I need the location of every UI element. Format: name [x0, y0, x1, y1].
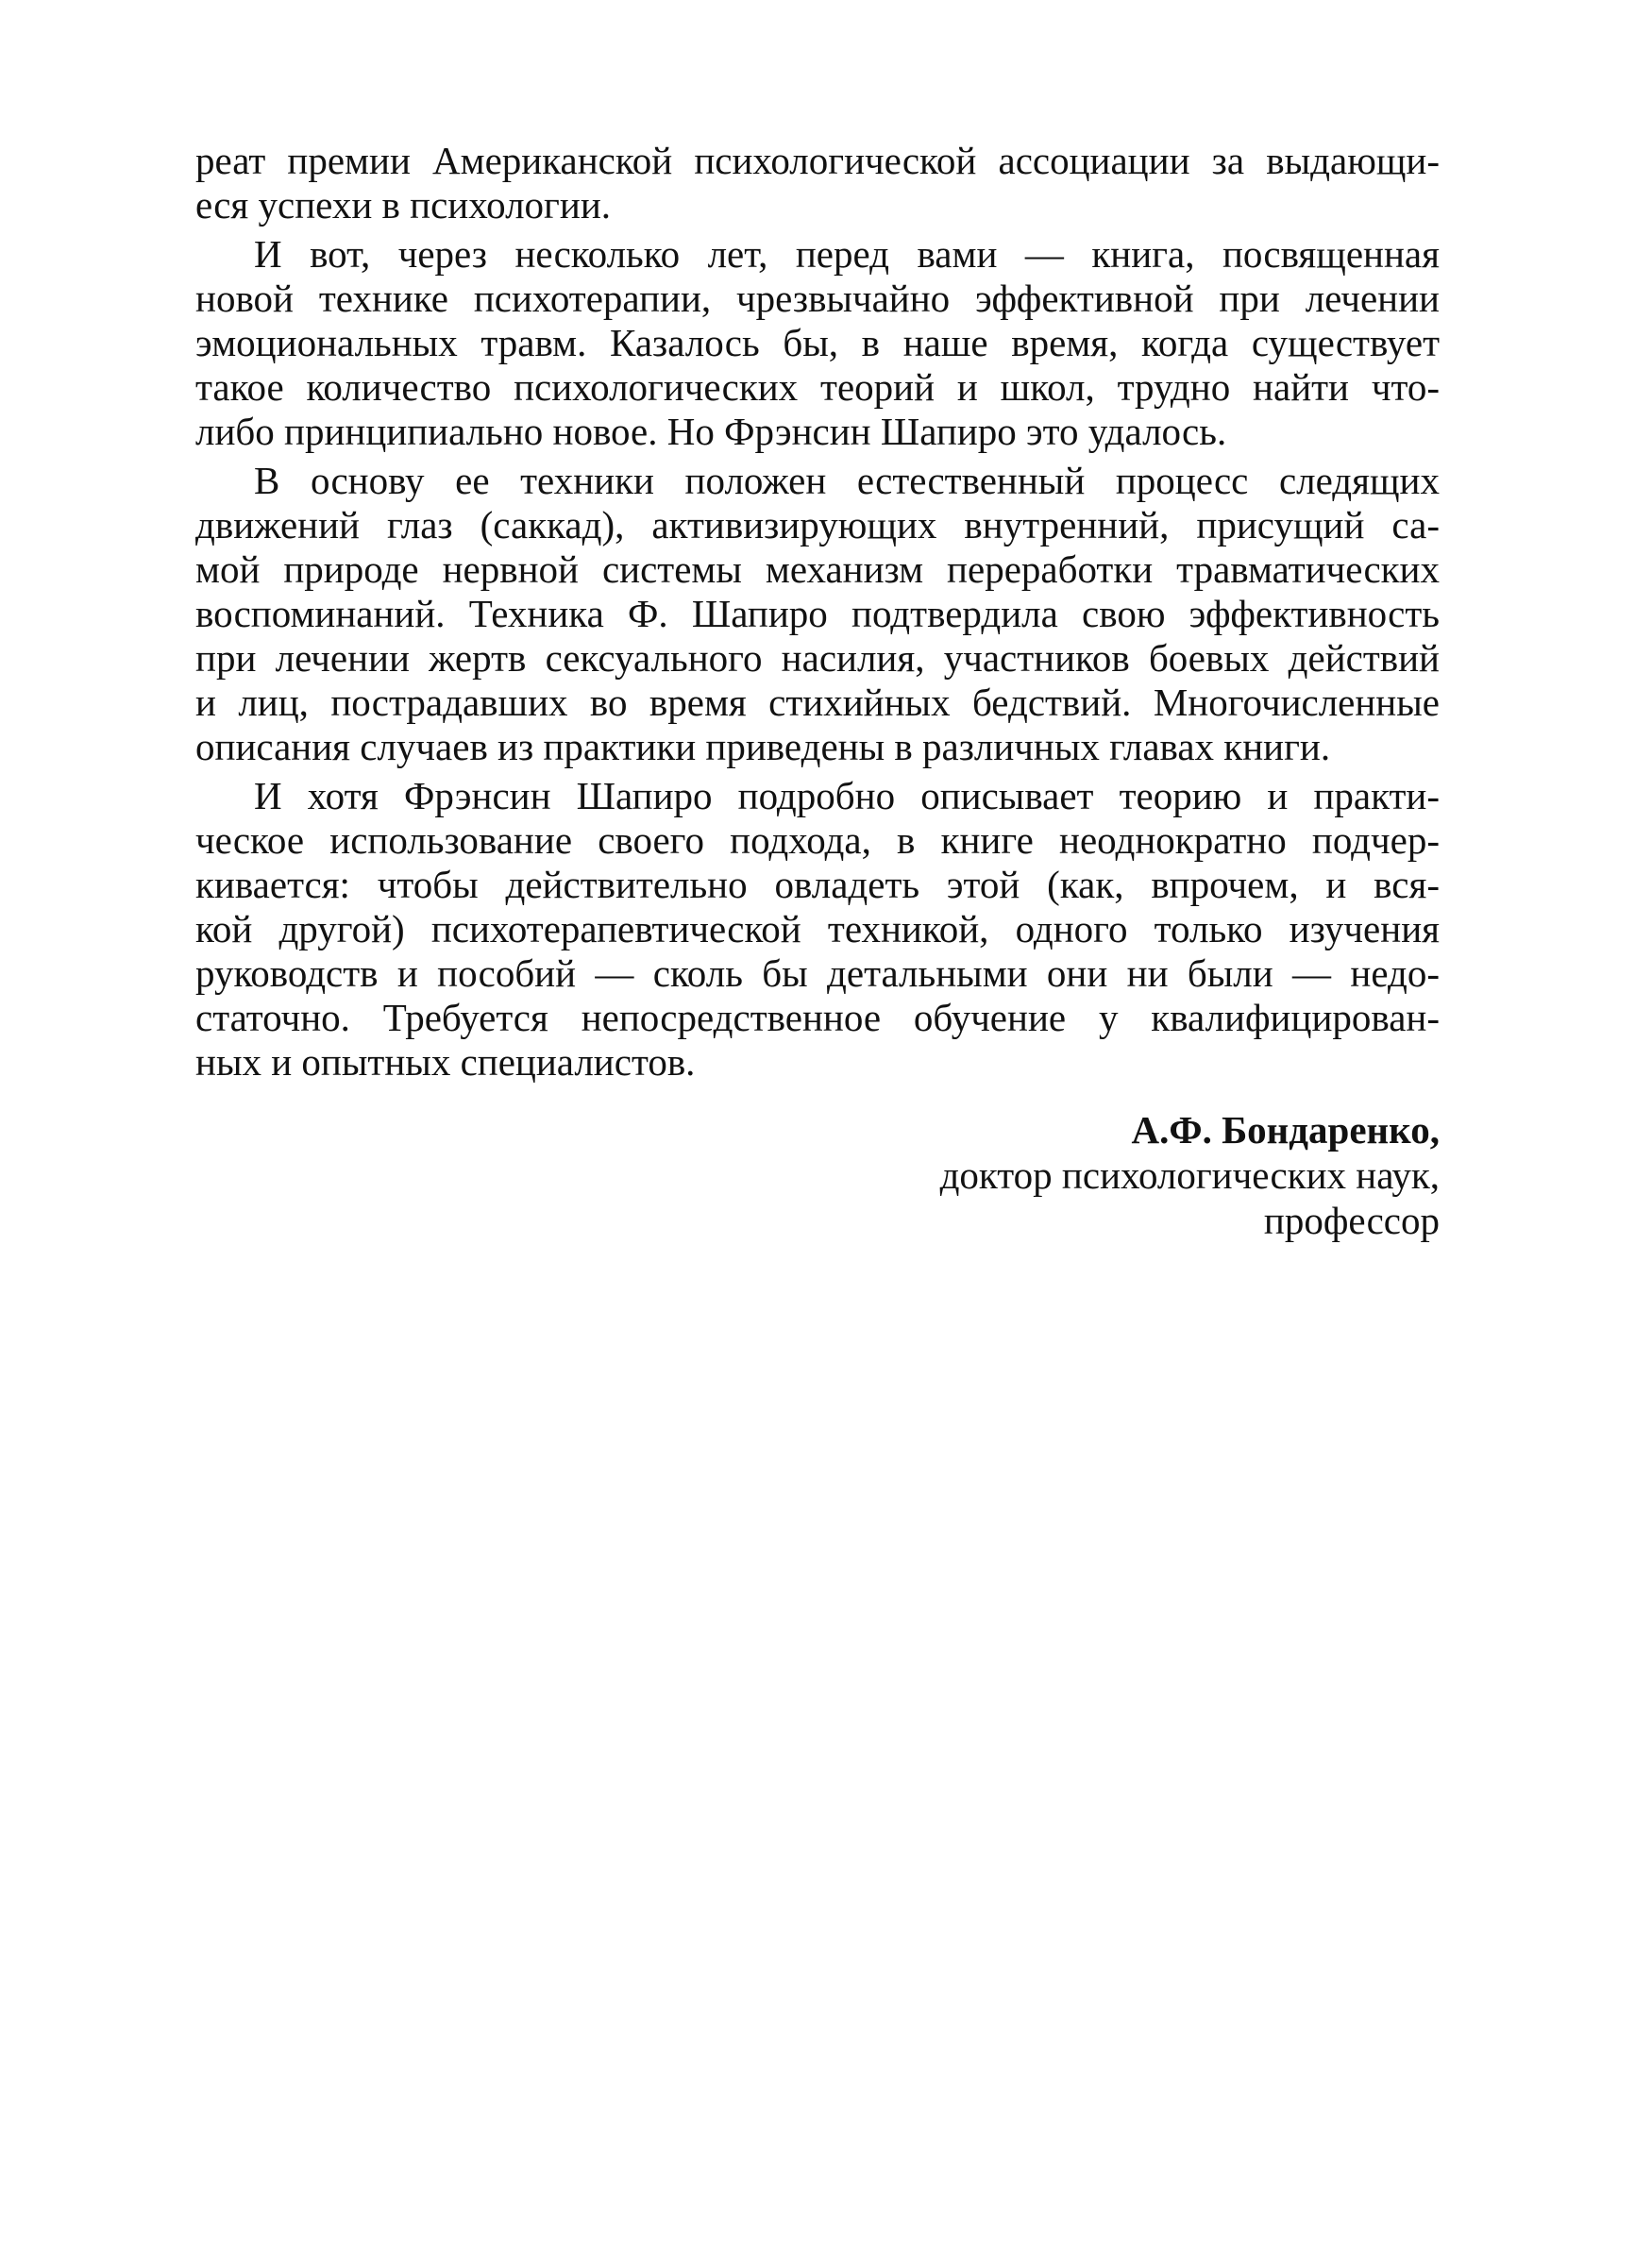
text-line: В основу ее техники положен естественный процесс следящих: [254, 459, 1440, 502]
text-line: И вот, через несколько лет, перед вами — книга, посвященная: [254, 232, 1440, 276]
text-line: описания случаев из практики приведены в различных главах книги.: [195, 725, 1331, 768]
text-line: мой природе нервной системы механизм переработки травматических: [195, 547, 1440, 591]
text-line: новой технике психотерапии, чрезвычайно эффективной при лечении: [195, 277, 1440, 320]
text-line: руководств и пособий — сколь бы детальными они ни были — недо-: [195, 951, 1440, 995]
text-line: кивается: чтобы действительно овладеть этой (как, впрочем, и вся-: [195, 863, 1440, 906]
paragraph: [195, 774, 1440, 1085]
text-line: статочно. Требуется непосредственное обучение у квалифицирован-: [195, 996, 1440, 1039]
signature-block: [940, 1107, 1440, 1243]
text-line: ческое использование своего подхода, в книге неоднократно подчер-: [195, 818, 1440, 862]
text-line: эмоциональных травм. Казалось бы, в наше время, когда существует: [195, 321, 1440, 364]
text-line: кой другой) психотерапевтической техникой, одного только изучения: [195, 907, 1440, 950]
text-line: при лечении жертв сексуального насилия, участников боевых действий: [195, 636, 1440, 680]
paragraph: [195, 139, 1440, 227]
paragraph: [195, 232, 1440, 454]
text-line: такое количество психологических теорий и школ, трудно найти что-: [195, 365, 1440, 409]
text-line: И хотя Фрэнсин Шапиро подробно описывает теорию и практи-: [254, 774, 1440, 817]
text-line: движений глаз (саккад), активизирующих внутренний, присущий са-: [195, 503, 1440, 547]
body-text: [195, 139, 1440, 1085]
paragraph: [195, 459, 1440, 769]
author-title: доктор психологических наук,: [939, 1153, 1440, 1197]
text-line: реат премии Американской психологической ассоциации за выдающи-: [195, 139, 1440, 182]
text-line: еся успехи в психологии.: [195, 183, 612, 227]
text-line: либо принципиально новое. Но Фрэнсин Шапиро это удалось.: [195, 410, 1227, 453]
text-line: воспоминаний. Техника Ф. Шапиро подтвердила свою эффективность: [195, 592, 1440, 635]
text-line: и лиц, пострадавших во время стихийных бедствий. Многочисленные: [195, 681, 1440, 724]
text-line: ных и опытных специалистов.: [195, 1040, 696, 1084]
author-name: А.Ф. Бондаренко,: [1131, 1108, 1440, 1152]
author-position: профессор: [1263, 1199, 1440, 1242]
